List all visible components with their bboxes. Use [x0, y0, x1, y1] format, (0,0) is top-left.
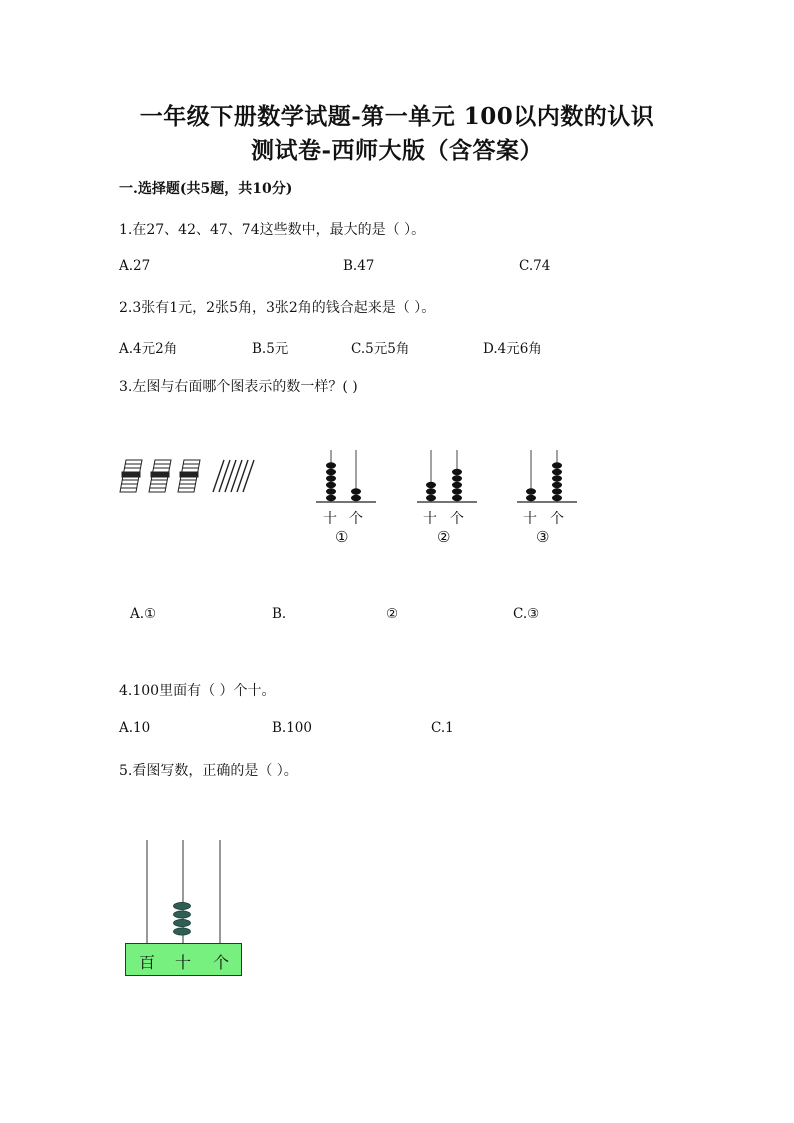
question-2-option-c[interactable]: C.5元5角 [351, 341, 410, 357]
question-3-stem: 3.左图与右面哪个图表示的数一样？( ) [119, 379, 358, 395]
question-2-option-d[interactable]: D.4元6角 [483, 341, 542, 357]
abacus-number-label: ② [437, 528, 451, 546]
abacus-frame [315, 448, 377, 504]
stick-bundle [120, 460, 142, 492]
question-3-option-a[interactable]: A.① [130, 606, 157, 622]
question-4-option-c[interactable]: C.1 [431, 720, 454, 736]
tens-label: 十 [523, 511, 537, 527]
hundreds-label: 百 [139, 953, 156, 972]
tens-label: 十 [423, 511, 437, 527]
question-2-option-b[interactable]: B.5元 [252, 341, 289, 357]
abacus-beads [174, 902, 191, 935]
abacus-rods [125, 839, 242, 944]
section-heading: 一.选择题(共5题，共10分) [119, 181, 293, 197]
question-4-option-b[interactable]: B.100 [272, 720, 312, 736]
abacus-frame [516, 448, 578, 504]
ones-label: 个 [550, 511, 564, 527]
question-1-option-b[interactable]: B.47 [343, 258, 375, 274]
tens-label: 十 [323, 511, 337, 527]
abacus-number-label: ③ [536, 528, 550, 546]
ones-label: 个 [349, 511, 363, 527]
stick-bundles-figure [118, 456, 263, 496]
question-3-option-b[interactable]: B. [272, 606, 287, 622]
ones-label: 个 [213, 953, 230, 972]
document-title-line-2: 测试卷-西师大版（含答案） [250, 137, 544, 164]
question-2-stem: 2.3张有1元，2张5角，3张2角的钱合起来是（ ）。 [119, 300, 436, 316]
question-1-stem: 1.在27、42、47、74这些数中，最大的是（ ）。 [119, 222, 426, 238]
abacus-option-3 [516, 448, 578, 548]
abacus-option-1 [315, 448, 377, 548]
question-1-option-c[interactable]: C.74 [519, 258, 551, 274]
question-3-option-b-symbol[interactable]: ② [386, 606, 399, 622]
question-4-stem: 4.100里面有（ ）个十。 [119, 683, 276, 699]
question-2-option-a[interactable]: A.4元2角 [119, 341, 178, 357]
stick-bundle [178, 460, 200, 492]
tens-label: 十 [175, 953, 192, 972]
stick-bundle [149, 460, 171, 492]
question-5-stem: 5.看图写数，正确的是（ ）。 [119, 763, 298, 779]
document-title-line-1: 一年级下册数学试题-第一单元 100以内数的认识 [139, 103, 655, 130]
abacus-option-2 [416, 448, 478, 548]
abacus-hundreds-figure [125, 839, 242, 976]
loose-sticks [213, 460, 254, 492]
question-4-option-a[interactable]: A.10 [119, 720, 151, 736]
question-1-option-a[interactable]: A.27 [119, 258, 151, 274]
ones-label: 个 [450, 511, 464, 527]
place-value-label-box [125, 943, 242, 976]
abacus-number-label: ① [335, 528, 349, 546]
abacus-frame [416, 448, 478, 504]
question-3-option-c[interactable]: C.③ [513, 606, 540, 622]
